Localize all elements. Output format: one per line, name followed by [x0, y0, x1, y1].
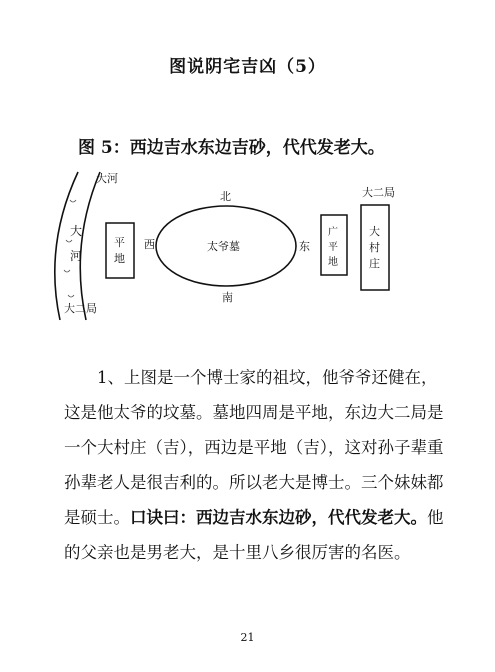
paragraph-1-tail: 他的父亲也是男老大，是十里八乡很厉害的名医。 [64, 508, 444, 562]
page-number: 21 [240, 631, 255, 644]
flat-land-label-1: 平 [114, 236, 125, 249]
river-body-label-2: 河 [70, 249, 83, 263]
river-top-label: 大河 [96, 172, 118, 185]
south-label: 南 [222, 291, 233, 304]
village-top-label: 大二局 [362, 186, 395, 199]
page-title: 图说阴宅吉凶（5） [169, 57, 326, 77]
figure-caption: 图 5：西边吉水东边吉砂，代代发老大。 [78, 138, 385, 158]
paragraph-1-mnemonic: 口诀曰：西边吉水东边砂，代代发老大。 [130, 508, 427, 527]
paragraph-1 [64, 360, 444, 570]
small-flat-label-3: 地 [328, 257, 338, 268]
village-label-2: 村 [369, 241, 380, 254]
feng-shui-diagram [0, 160, 495, 340]
village-label-3: 庄 [369, 257, 380, 270]
body-text [64, 360, 444, 570]
river-bank-left [55, 172, 78, 320]
paragraph-1-normal: 1、上图是一个博士家的祖坟，他爷爷还健在，这是他太爷的坟墓。墓地四周是平地，东边大二局是一个大村庄（吉），西边是平地（吉），这对孙子辈重孙辈老人是很吉利的。所以老大是博士。三个妹妹都是硕士。 [64, 368, 444, 527]
small-flat-label-2: 平 [328, 242, 338, 253]
flat-land-label-2: 地 [114, 252, 125, 265]
east-label: 东 [299, 240, 310, 253]
north-label: 北 [220, 190, 231, 203]
river-bottom-label: 大二局 [64, 302, 97, 315]
west-label: 西 [144, 238, 155, 251]
tomb-label: 太爷墓 [207, 240, 240, 253]
river-body-label-1: 大 [70, 224, 83, 238]
flat-land-box [106, 223, 134, 278]
river-bank-right [80, 172, 100, 320]
village-label-1: 大 [369, 225, 380, 238]
small-flat-label-1: 广 [328, 227, 338, 238]
